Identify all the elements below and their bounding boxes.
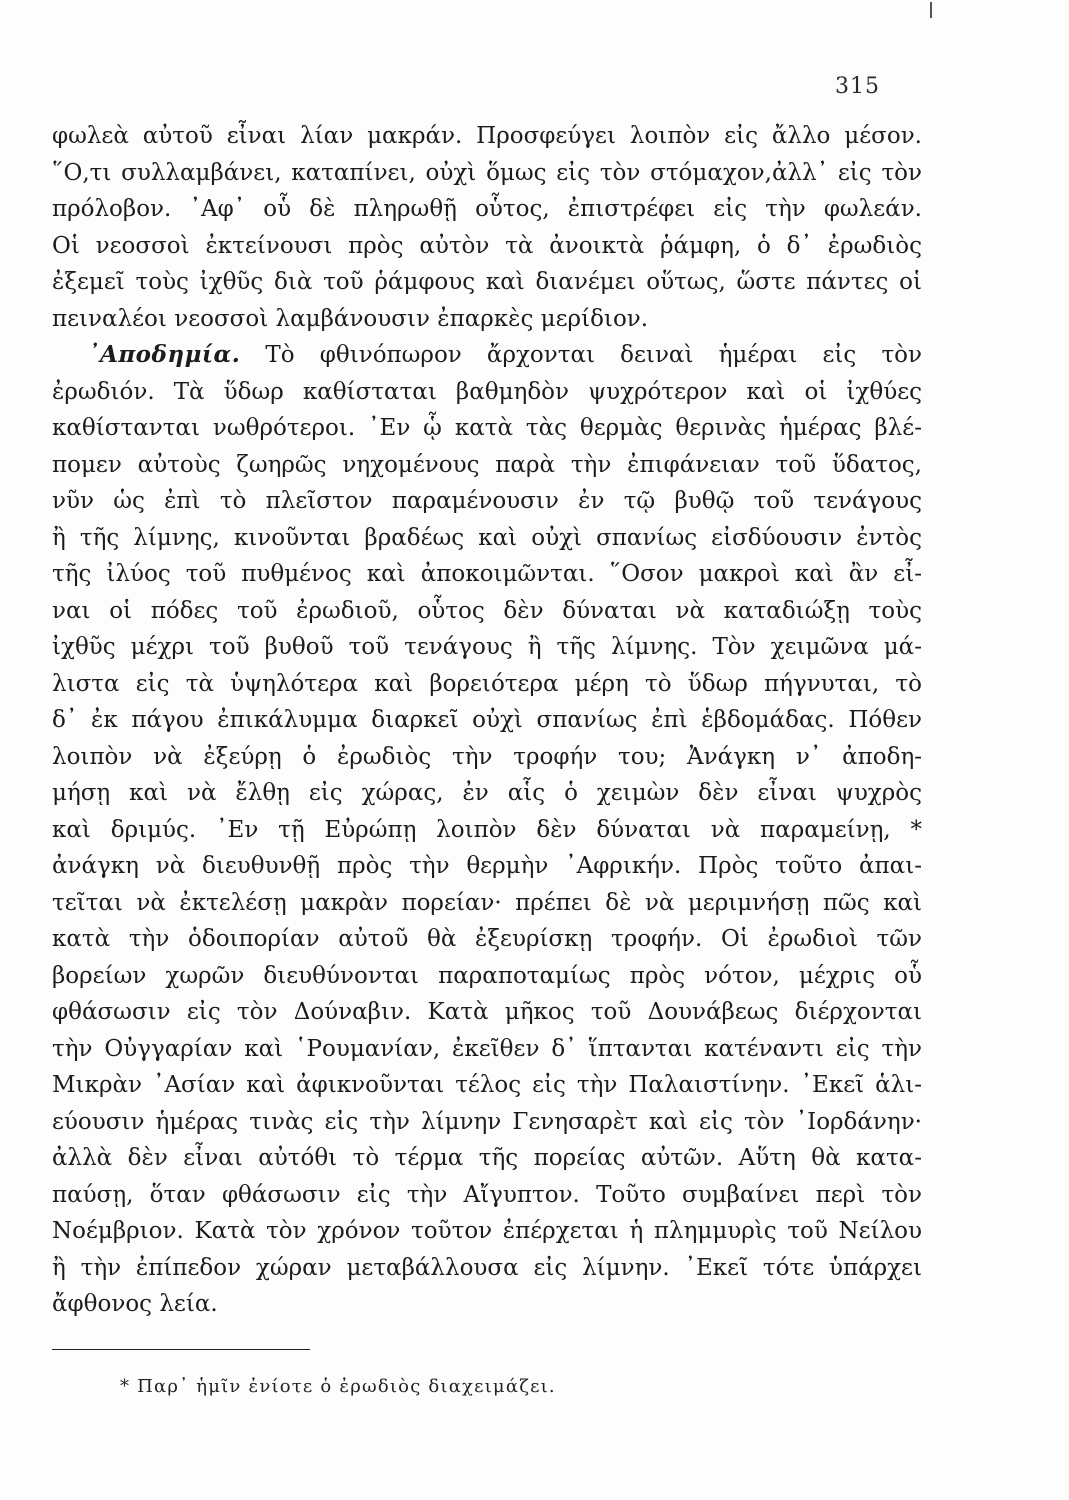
text-line: ναι οἱ πόδες τοῦ ἐρωδιοῦ, οὗτος δὲν δύναται νὰ καταδιώξῃ τοὺς <box>52 597 922 624</box>
text-line: Οἱ νεοσσοὶ ἐκτείνουσι πρὸς αὐτὸν τὰ ἀνοικτὰ ῥάμφη, ὁ δ᾽ ἐρωδιὸς <box>52 232 922 259</box>
text-line: ἀνάγκη νὰ διευθυνθῇ πρὸς τὴν θερμὴν ᾽Αφρικήν. Πρὸς τοῦτο ἀπαι- <box>52 853 922 879</box>
text-line: τὴν Οὐγγαρίαν καὶ ῾Ρουμανίαν, ἐκεῖθεν δ᾽ ἵπτανται κατέναντι εἰς τὴν <box>52 1035 922 1062</box>
text-line: εύουσιν ἡμέρας τινὰς εἰς τὴν λίμνην Γενησαρὲτ καὶ εἰς τὸν ᾽Ιορδάνην· <box>52 1108 922 1135</box>
text-line: πειναλέοι νεοσσοὶ λαμβάνουσιν ἐπαρκὲς μερίδιον. <box>52 305 649 332</box>
text-line: ἐρωδιόν. Τὰ ὕδωρ καθίσταται βαθμηδὸν ψυχρότερον καὶ οἱ ἰχθύες <box>52 378 922 405</box>
text-line: Μικρὰν ᾽Ασίαν καὶ ἀφικνοῦνται τέλος εἰς τὴν Παλαιστίνην. ᾽Εκεῖ ἁλι- <box>52 1072 922 1098</box>
text-line: ἰχθῦς μέχρι τοῦ βυθοῦ τοῦ τενάγους ἢ τῆς λίμνης. Τὸν χειμῶνα μά- <box>52 634 922 660</box>
text-line: ῞Ο,τι συλλαμβάνει, καταπίνει, οὐχὶ ὅμως εἰς τὸν στόμαχον,ἀλλ᾽ εἰς τὸν <box>52 159 922 186</box>
text-line: νῦν ὡς ἐπὶ τὸ πλεῖστον παραμένουσιν ἐν τῷ βυθῷ τοῦ τενάγους <box>52 488 922 514</box>
section-line-text: Τὸ φθινόπωρον ἄρχονται δειναὶ ἡμέραι εἰς τὸν <box>240 342 922 368</box>
text-line: ἀλλὰ δὲν εἶναι αὐτόθι τὸ τέρμα τῆς πορείας αὐτῶν. Αὕτη θὰ κατα- <box>52 1145 922 1171</box>
footnote: * Παρ᾽ ἡμῖν ἐνίοτε ὁ ἐρωδιὸς διαχειμάζει. <box>120 1376 556 1397</box>
text-line: κατὰ τὴν ὁδοιπορίαν αὐτοῦ θὰ ἐξευρίσκῃ τροφήν. Οἱ ἐρωδιοὶ τῶν <box>52 926 922 952</box>
footnote-rule <box>52 1349 310 1350</box>
text-line: βορείων χωρῶν διευθύνονται παραποταμίως πρὸς νότον, μέχρις οὗ <box>52 962 922 989</box>
text-line: φθάσωσιν εἰς τὸν Δούναβιν. Κατὰ μῆκος τοῦ Δουνάβεως διέρχονται <box>52 999 922 1025</box>
text-line: καθίστανται νωθρότεροι. ᾽Εν ᾧ κατὰ τὰς θερμὰς θερινὰς ἡμέρας βλέ- <box>52 415 922 441</box>
text-line: φωλεὰ αὐτοῦ εἶναι λίαν μακράν. Προσφεύγει λοιπὸν εἰς ἄλλο μέσον. <box>52 123 922 149</box>
text-line: ἄφθονος λεία. <box>52 1291 218 1317</box>
text-line: λιστα εἰς τὰ ὑψηλότερα καὶ βορειότερα μέρη τὸ ὕδωρ πήγνυται, τὸ <box>52 670 922 697</box>
text-line: τῆς ἰλύος τοῦ πυθμένος καὶ ἀποκοιμῶνται. ῞Οσον μακροὶ καὶ ἂν εἶ- <box>52 561 922 587</box>
text-line: τεῖται νὰ ἐκτελέσῃ μακρὰν πορείαν· πρέπει δὲ νὰ μεριμνήσῃ πῶς καὶ <box>52 889 922 916</box>
text-line: δ᾽ ἐκ πάγου ἐπικάλυμμα διαρκεῖ οὐχὶ σπανίως ἐπὶ ἑβδομάδας. Πόθεν <box>52 707 922 733</box>
text-line: καὶ δριμύς. ᾽Εν τῇ Εὐρώπῃ λοιπὸν δὲν δύναται νὰ παραμείνῃ, * <box>52 816 922 843</box>
page-number: 315 <box>835 74 880 99</box>
text-line: μήσῃ καὶ νὰ ἔλθῃ εἰς χώρας, ἐν αἷς ὁ χειμὼν δὲν εἶναι ψυχρὸς <box>52 780 922 806</box>
body-text <box>52 118 922 1323</box>
scan-mark <box>930 2 932 18</box>
text-line: πομεν αὐτοὺς ζωηρῶς νηχομένους παρὰ τὴν ἐπιφάνειαν τοῦ ὕδατος, <box>52 451 922 478</box>
text-line: ἐξεμεῖ τοὺς ἰχθῦς διὰ τοῦ ῥάμφους καὶ διανέμει οὕτως, ὥστε πάντες οἱ <box>52 269 922 295</box>
text-line: πρόλοβον. ᾽Αφ᾽ οὗ δὲ πληρωθῇ οὗτος, ἐπιστρέφει εἰς τὴν φωλεάν. <box>52 196 922 222</box>
text-line: ἢ τῆς λίμνης, κινοῦνται βραδέως καὶ οὐχὶ σπανίως εἰσδύουσιν ἐντὸς <box>52 524 922 551</box>
section-heading: ᾽Αποδημία. <box>88 341 241 368</box>
section-line <box>52 337 922 374</box>
text-line: λοιπὸν νὰ ἐξεύρῃ ὁ ἐρωδιὸς τὴν τροφήν του; Ἀνάγκη ν᾽ ἀποδη- <box>52 743 922 770</box>
text-line: Νοέμβριον. Κατὰ τὸν χρόνον τοῦτον ἐπέρχεται ἡ πλημμυρὶς τοῦ Νείλου <box>52 1218 922 1244</box>
text-line: παύσῃ, ὅταν φθάσωσιν εἰς τὴν Αἴγυπτον. Τοῦτο συμβαίνει περὶ τὸν <box>52 1181 922 1208</box>
text-line: ἢ τὴν ἐπίπεδον χώραν μεταβάλλουσα εἰς λίμνην. ᾽Εκεῖ τότε ὑπάρχει <box>52 1254 922 1281</box>
